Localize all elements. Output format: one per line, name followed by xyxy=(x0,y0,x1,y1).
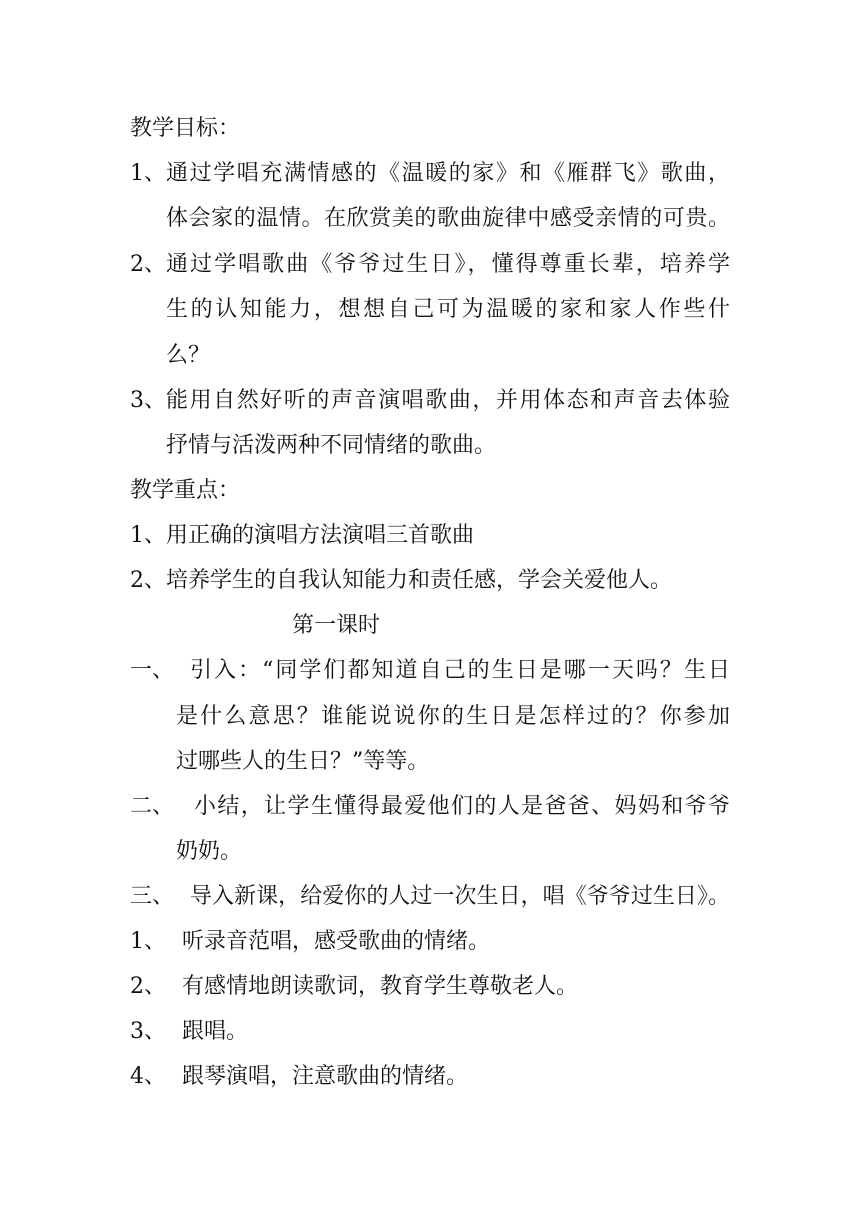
goal-3-number: 3、 xyxy=(130,388,166,413)
key-point-1-text: 用正确的演唱方法演唱三首歌曲 xyxy=(166,523,475,548)
section-1-line2: 是什么意思？谁能说说你的生日是怎样过的？你参加 xyxy=(176,704,730,729)
step-4-text: 跟琴演唱，注意歌曲的情绪。 xyxy=(182,1064,469,1089)
step-2-number: 2、 xyxy=(130,974,166,999)
key-point-1-number: 1、 xyxy=(130,523,166,548)
goals-heading: 教学目标： xyxy=(130,116,241,141)
goal-1-line1: 通过学唱充满情感的《温暖的家》和《雁群飞》歌曲， xyxy=(166,161,730,186)
goal-1-line2: 体会家的温情。在欣赏美的歌曲旋律中感受亲情的可贵。 xyxy=(166,206,730,231)
key-points-heading: 教学重点： xyxy=(130,478,241,503)
goal-3-line2: 抒情与活泼两种不同情绪的歌曲。 xyxy=(166,433,497,458)
section-3-number: 三、 xyxy=(130,884,175,909)
section-1-line3: 过哪些人的生日？”等等。 xyxy=(176,749,430,774)
goal-2-line3: 么？ xyxy=(166,343,211,368)
step-3-text: 跟唱。 xyxy=(182,1019,249,1044)
step-3-number: 3、 xyxy=(130,1019,166,1044)
section-2-number: 二、 xyxy=(130,794,175,819)
step-1-number: 1、 xyxy=(130,929,166,954)
lesson-title: 第一课时 xyxy=(292,613,381,638)
goal-3-line1: 能用自然好听的声音演唱歌曲，并用体态和声音去体验 xyxy=(166,388,730,413)
section-2-line2: 奶奶。 xyxy=(176,839,243,864)
goal-2-number: 2、 xyxy=(130,252,166,277)
key-point-2-number: 2、 xyxy=(130,568,166,593)
goal-1-number: 1、 xyxy=(130,161,166,186)
section-1-line1: 引入：“同学们都知道自己的生日是哪一天吗？生日 xyxy=(190,658,730,683)
step-4-number: 4、 xyxy=(130,1064,166,1089)
step-2-text: 有感情地朗读歌词，教育学生尊敬老人。 xyxy=(182,974,579,999)
key-point-2-text: 培养学生的自我认知能力和责任感，学会关爱他人。 xyxy=(166,568,673,593)
section-2-line1: 小结，让学生懂得最爱他们的人是爸爸、妈妈和爷爷 xyxy=(194,794,730,819)
goal-2-line1: 通过学唱歌曲《爷爷过生日》，懂得尊重长辈，培养学 xyxy=(166,252,730,277)
goal-2-line2: 生的认知能力，想想自己可为温暖的家和家人作些什 xyxy=(166,297,730,322)
section-1-number: 一、 xyxy=(130,658,175,683)
step-1-text: 听录音范唱，感受歌曲的情绪。 xyxy=(182,929,491,954)
section-3-line1: 导入新课，给爱你的人过一次生日，唱《爷爷过生日》。 xyxy=(190,884,730,909)
